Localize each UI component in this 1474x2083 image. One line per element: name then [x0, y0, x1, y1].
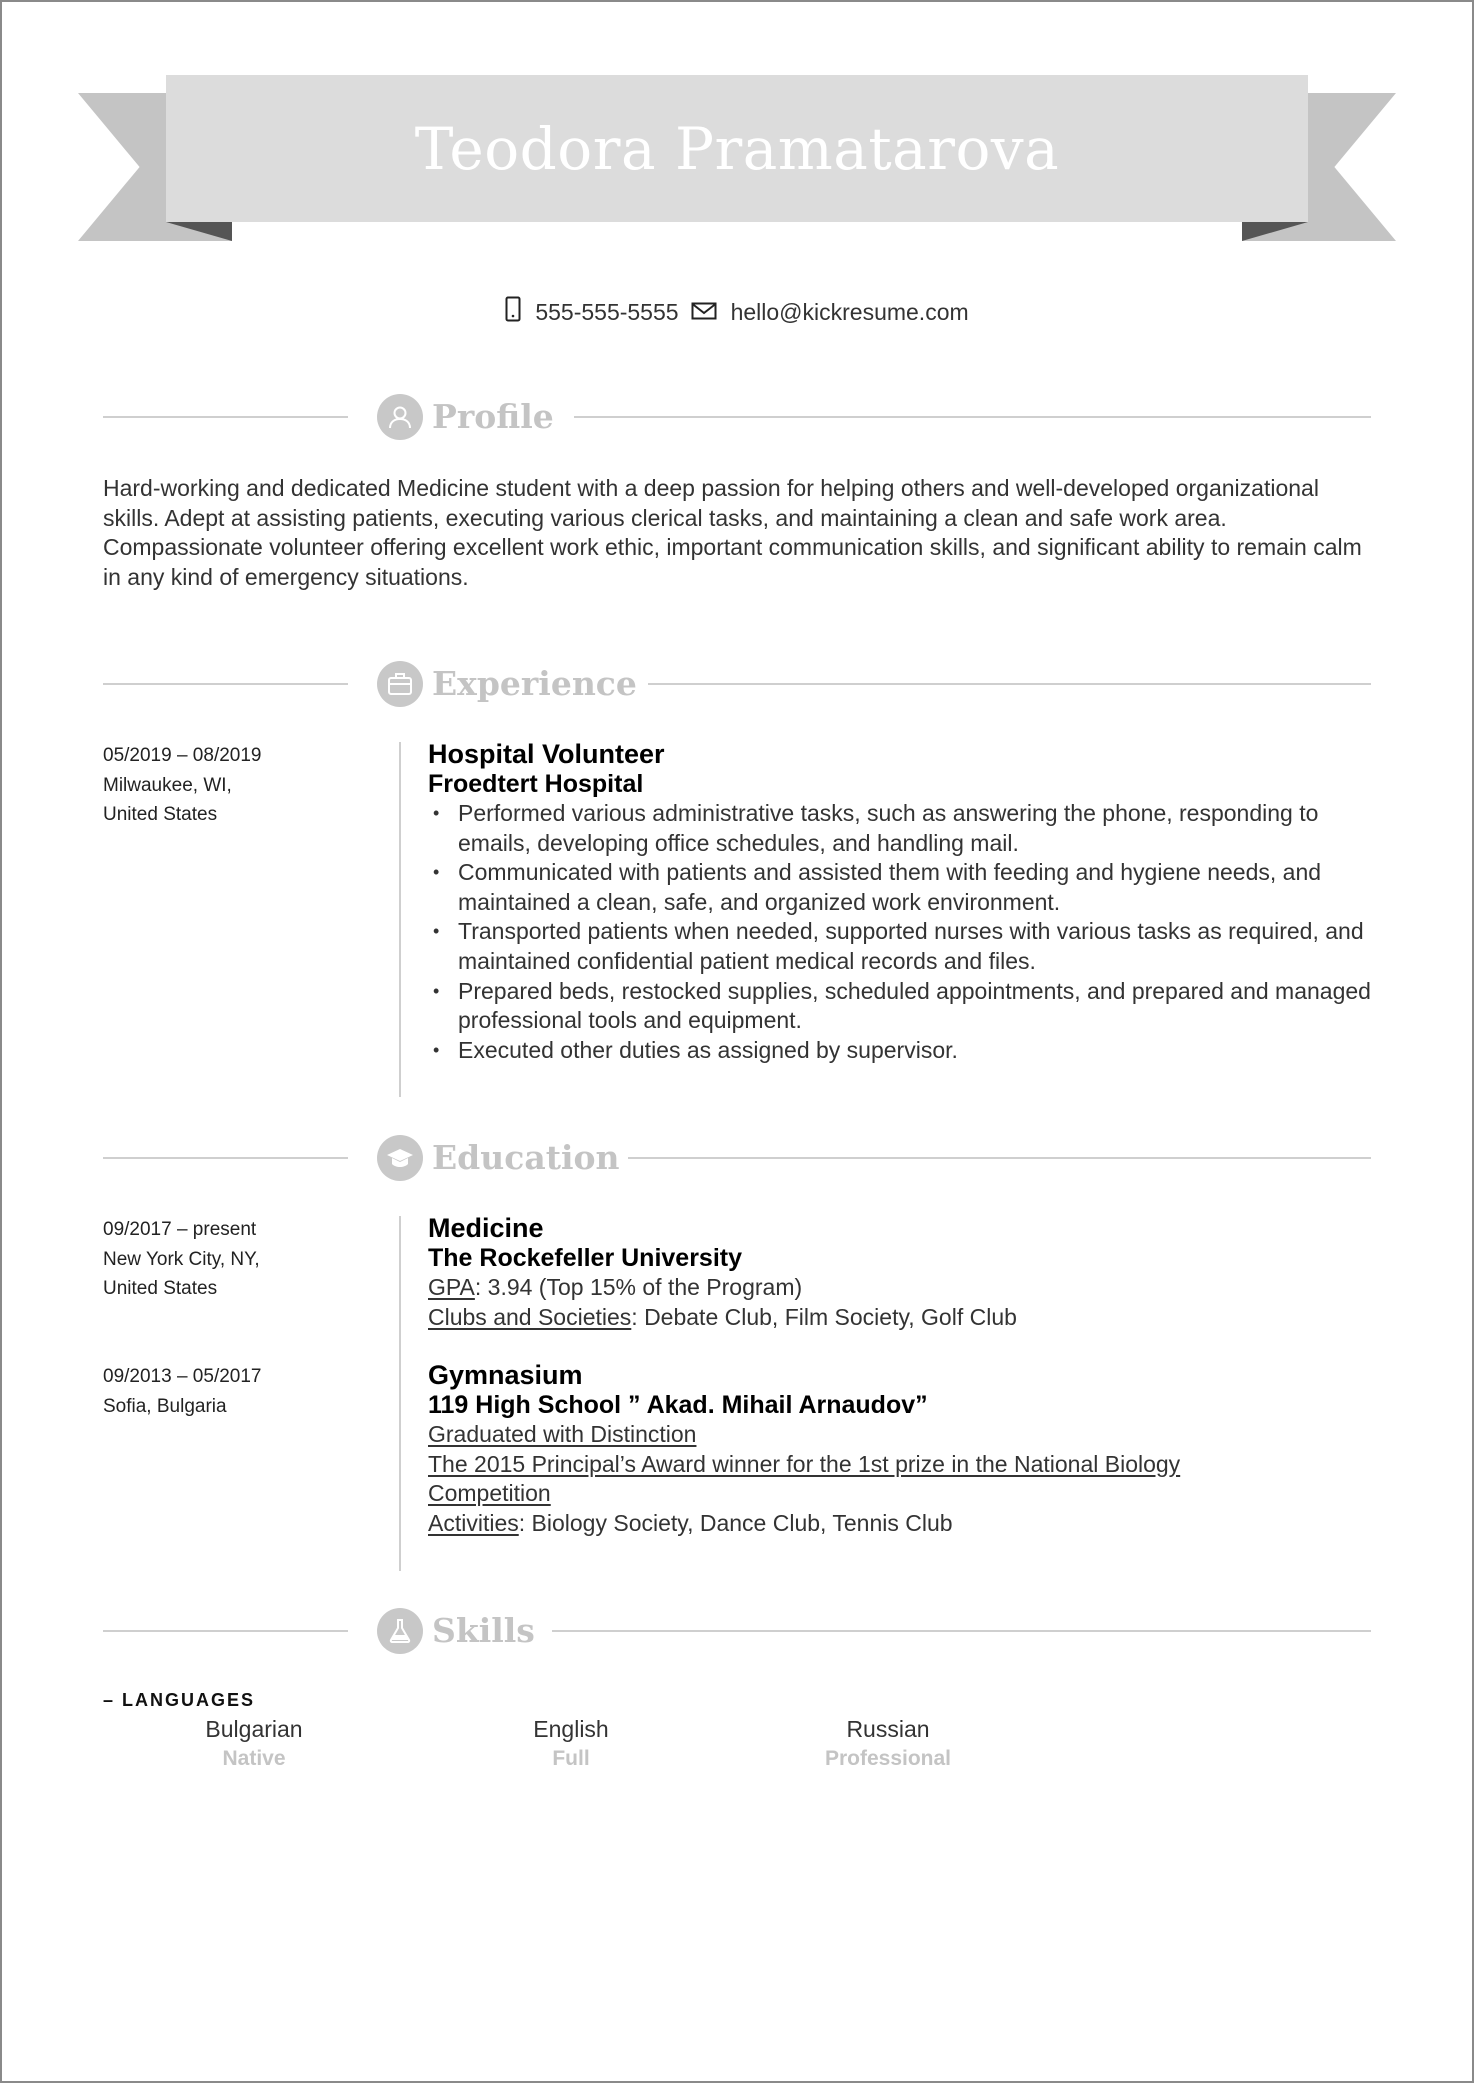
- activities-label: Activities: [428, 1509, 519, 1536]
- user-icon: [377, 394, 423, 440]
- language-name: Russian: [846, 1716, 930, 1742]
- divider-line: [574, 416, 1371, 418]
- divider-line: [103, 1157, 348, 1159]
- degree-title: Gymnasium: [428, 1360, 583, 1390]
- clubs-value: : Debate Club, Film Society, Golf Club: [631, 1303, 1017, 1330]
- award-continued: Competition: [428, 1480, 551, 1507]
- phone-icon: [505, 296, 521, 328]
- divider-line: [103, 683, 348, 685]
- briefcase-icon: [377, 661, 423, 707]
- list-item: • Executed other duties as assigned by supervisor.: [428, 1036, 1378, 1066]
- divider-line: [552, 1630, 1371, 1632]
- divider-line: [628, 1157, 1371, 1159]
- list-item: • Prepared beds, restocked supplies, scheduled appointments, and prepared and managed professional tools and equipment.: [428, 977, 1378, 1036]
- experience-dates: 05/2019 – 08/2019: [103, 745, 262, 766]
- section-header-profile: [103, 392, 1371, 442]
- list-item: • Performed various administrative tasks, such as answering the phone, responding to emails, developing office schedules, and handling mail.: [428, 799, 1378, 858]
- timeline-rule: [399, 742, 401, 1097]
- education-dates: 09/2013 – 05/2017: [103, 1366, 262, 1387]
- experience-meta: [103, 741, 373, 830]
- language-level: Professional: [824, 1747, 952, 1770]
- language-name: English: [533, 1716, 609, 1742]
- clubs-line: [428, 1303, 1378, 1333]
- education-meta: [103, 1215, 373, 1304]
- language-level: Native: [222, 1747, 286, 1770]
- section-title: Skills: [432, 1611, 535, 1650]
- timeline-rule: [399, 1216, 401, 1571]
- experience-entry: [428, 739, 1378, 1065]
- contact-email: [691, 299, 969, 326]
- section-title: Profile: [432, 397, 554, 436]
- contact-bar: [0, 296, 1474, 328]
- institution: The Rockefeller University: [428, 1244, 743, 1272]
- responsibilities-list: [428, 799, 1378, 1065]
- gpa-label: GPA: [428, 1274, 475, 1300]
- languages-label: – LANGUAGES: [103, 1690, 256, 1710]
- education-entry: [428, 1360, 1378, 1538]
- phone-number[interactable]: 555-555-5555: [535, 298, 679, 325]
- list-item: • Transported patients when needed, supported nurses with various tasks as required, and maintained confidential patient medical records and files.: [428, 917, 1378, 976]
- education-location: Sofia, Bulgaria: [103, 1395, 227, 1417]
- language-name: Bulgarian: [205, 1716, 303, 1742]
- language-level: Full: [552, 1747, 590, 1770]
- section-header-education: [103, 1133, 1371, 1183]
- profile-summary: Hard-working and dedicated Medicine student with a deep passion for helping others and well-developed organizational skills. Adept at assisting patients, executing various clerical tasks, and maintaining a clean and safe work area. Compassionate volunteer offering excellent work ethic, important communication skills, and significant ability to remain calm in any kind of emergency situations.: [103, 475, 1362, 590]
- clubs-label: Clubs and Societies: [428, 1303, 632, 1330]
- section-header-skills: [103, 1606, 1371, 1656]
- language-item: [154, 1714, 354, 1774]
- name-banner: [166, 75, 1308, 222]
- institution: 119 High School ” Akad. Mihail Arnaudov”: [428, 1391, 928, 1419]
- envelope-icon: [691, 299, 717, 326]
- education-dates: 09/2017 – present: [103, 1219, 257, 1240]
- language-item: [471, 1714, 671, 1774]
- section-header-experience: [103, 659, 1371, 709]
- divider-line: [103, 416, 348, 418]
- education-location: New York City, NY,: [103, 1248, 260, 1270]
- section-title: Experience: [432, 664, 637, 703]
- gpa-line: [428, 1273, 1378, 1303]
- candidate-name: Teodora Pramatarova: [414, 114, 1060, 183]
- flask-icon: [377, 1608, 423, 1654]
- honor: Graduated with Distinction: [428, 1421, 697, 1447]
- education-meta: [103, 1362, 373, 1421]
- job-title: Hospital Volunteer: [428, 739, 665, 769]
- gpa-value: : 3.94 (Top 15% of the Program): [474, 1274, 803, 1300]
- employer: Froedtert Hospital: [428, 770, 644, 798]
- divider-line: [103, 1630, 348, 1632]
- experience-location: Milwaukee, WI,: [103, 774, 232, 796]
- contact-phone: [505, 296, 678, 328]
- section-title: Education: [432, 1138, 620, 1177]
- activities-line: [428, 1509, 1378, 1539]
- graduation-cap-icon: [377, 1135, 423, 1181]
- experience-location-country: United States: [103, 804, 218, 825]
- divider-line: [648, 683, 1371, 685]
- degree-title: Medicine: [428, 1213, 544, 1243]
- list-item: • Communicated with patients and assisted them with feeding and hygiene needs, and maintained a clean, safe, and organized work environment.: [428, 858, 1378, 917]
- language-item: [788, 1714, 988, 1774]
- activities-value: : Biology Society, Dance Club, Tennis Club: [518, 1509, 953, 1536]
- education-location-country: United States: [103, 1278, 218, 1299]
- email-address[interactable]: hello@kickresume.com: [730, 298, 969, 325]
- award: The 2015 Principal’s Award winner for the 1st prize in the National Biology: [428, 1450, 1181, 1477]
- education-entry: [428, 1213, 1378, 1332]
